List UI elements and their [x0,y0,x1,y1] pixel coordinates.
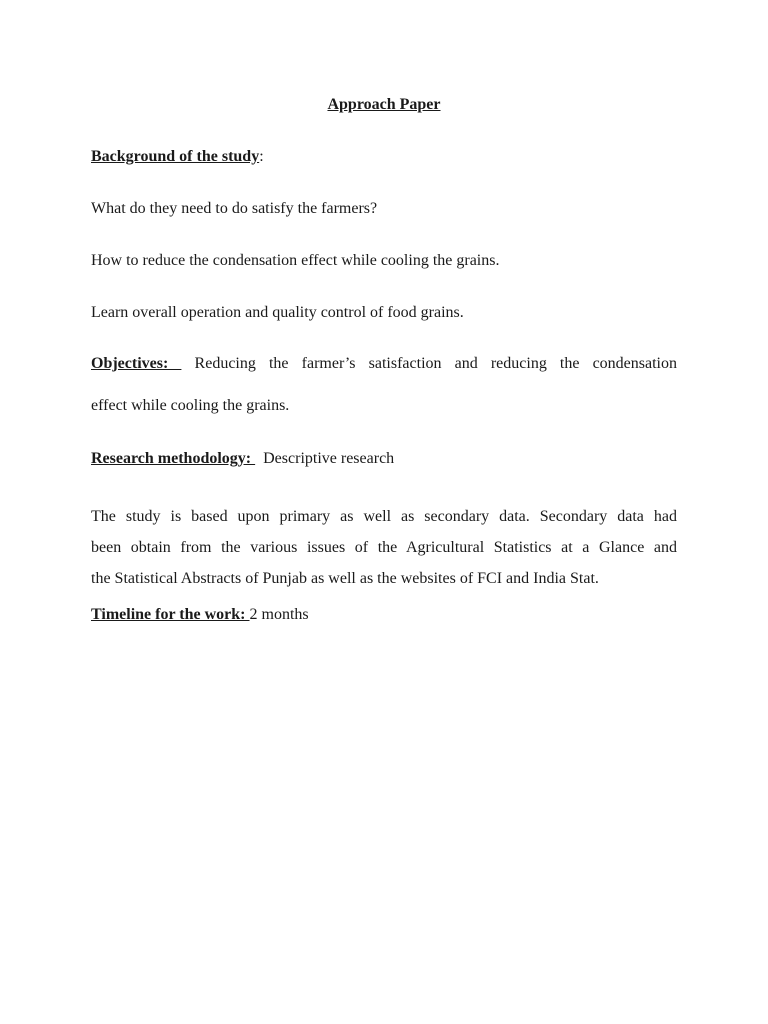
data-paragraph-line-1: The study is based upon primary as well as secondary data. Secondary data had [91,508,677,525]
timeline-value: 2 months [249,606,309,623]
background-heading-line [91,147,677,167]
objectives-line-1 [91,354,677,374]
methodology-value: Descriptive research [263,450,395,467]
background-question-2: How to reduce the condensation effect while cooling the grains. [91,252,500,269]
methodology-heading: Research methodology: [91,450,256,467]
methodology-line [91,449,677,469]
objectives-line-2: effect while cooling the grains. [91,397,290,414]
background-question-3: Learn overall operation and quality control of food grains. [91,304,464,321]
background-heading: Background of the study [91,148,260,165]
objectives-section [91,354,677,416]
background-heading-colon: : [259,148,264,165]
data-paragraph-line-2: been obtain from the various issues of the Agricultural Statistics at a Glance and [91,539,677,556]
objectives-text-1: Reducing the farmer’s satisfaction and reducing the condensation [194,355,678,372]
timeline-heading: Timeline for the work: [91,606,250,623]
page-title: Approach Paper [327,96,441,113]
objectives-heading: Objectives: [91,355,182,372]
data-paragraph [91,501,677,594]
timeline-line [91,605,677,625]
background-question-1: What do they need to do satisfy the farmers? [91,200,378,217]
data-paragraph-line-3: the Statistical Abstracts of Punjab as well as the websites of FCI and India Stat. [91,570,599,587]
